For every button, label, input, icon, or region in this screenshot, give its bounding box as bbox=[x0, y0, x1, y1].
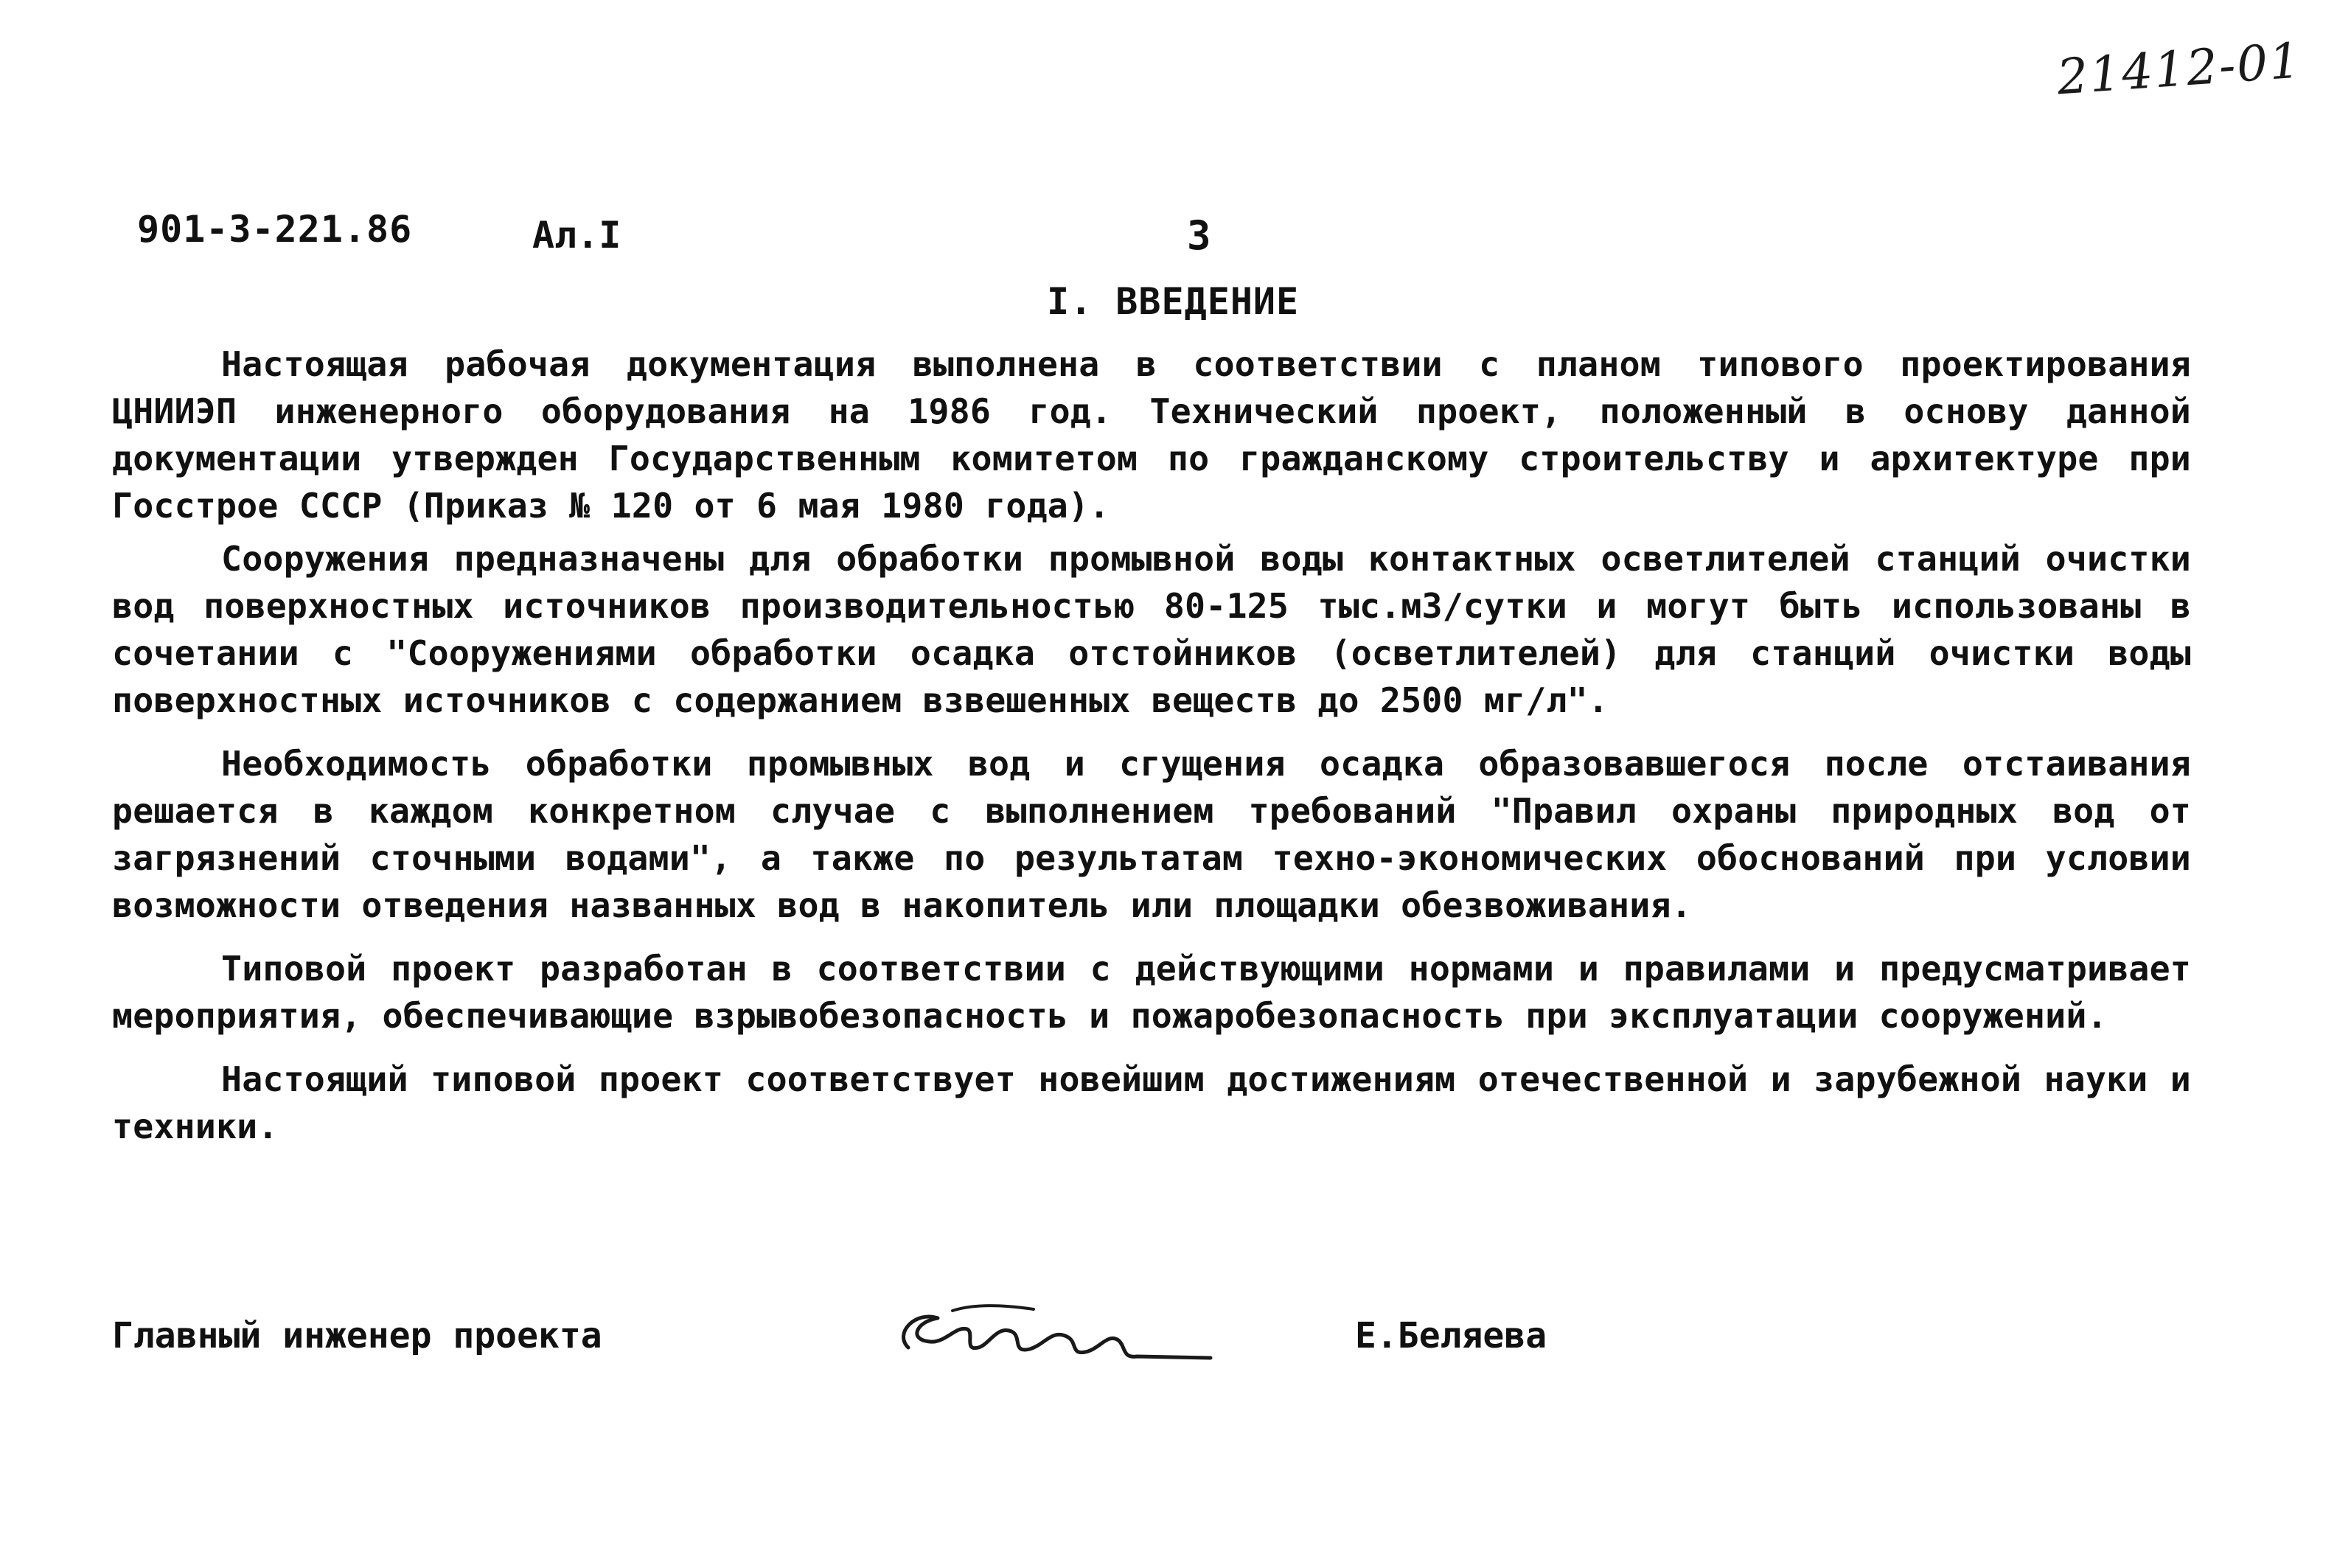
paragraph-3: Необходимость обработки промывных вод и сгущения осадка образовавшегося после отстаивания решается в каждом конкретном случае с выполнением требований "Правил охраны природных вод от загрязнений сточными водами", а также по результатам техно-экономических обоснований при условии возможности отведения названных вод в накопитель или площадки обезвоживания. bbox=[112, 744, 2191, 925]
archive-number: 21412-01 bbox=[2055, 32, 2304, 106]
handwritten-signature bbox=[886, 1296, 1225, 1377]
sheet-label: Ал.I bbox=[532, 214, 621, 257]
signatory-role: Главный инженер проекта bbox=[112, 1315, 602, 1356]
document-code: 901-3-221.86 bbox=[137, 208, 413, 251]
signatory-name: Е.Беляева bbox=[1355, 1315, 1547, 1356]
paragraph-1: Настоящая рабочая документация выполнена в соответствии с планом типового проектирования ЦНИИЭП инженерного оборудования на 1986 год. Технический проект, положенный в основу данной документации утвержден Государственным комитетом по гражданскому строительству и архитектуре при Госстрое СССР (Приказ № 120 от 6 мая 1980 года). bbox=[112, 344, 2191, 526]
paragraph-4: Типовой проект разработан в соответствии с действующими нормами и правилами и предусматривает мероприятия, обеспечивающие взрывобезопасность и пожаробезопасность при эксплуатации сооружений. bbox=[112, 949, 2191, 1036]
paragraph-2: Сооружения предназначены для обработки промывной воды контактных осветлителей станций очистки вод поверхностных источников производительностью 80-125 тыс.м3/сутки и могут быть использованы в сочетании с "Сооружениями обработки осадка отстойников (осветлителей) для станций очистки воды поверхностных источников с содержанием взвешенных веществ до 2500 мг/л". bbox=[112, 539, 2191, 720]
section-title: I. ВВЕДЕНИЕ bbox=[1047, 280, 1300, 323]
signature-block bbox=[112, 1296, 2250, 1384]
body-text bbox=[112, 341, 2191, 1166]
page-number: 3 bbox=[1187, 212, 1211, 259]
signature-scribble-icon bbox=[886, 1296, 1225, 1377]
paragraph-5: Настоящий типовой проект соответствует новейшим достижениям отечественной и зарубежной науки и техники. bbox=[112, 1059, 2191, 1146]
